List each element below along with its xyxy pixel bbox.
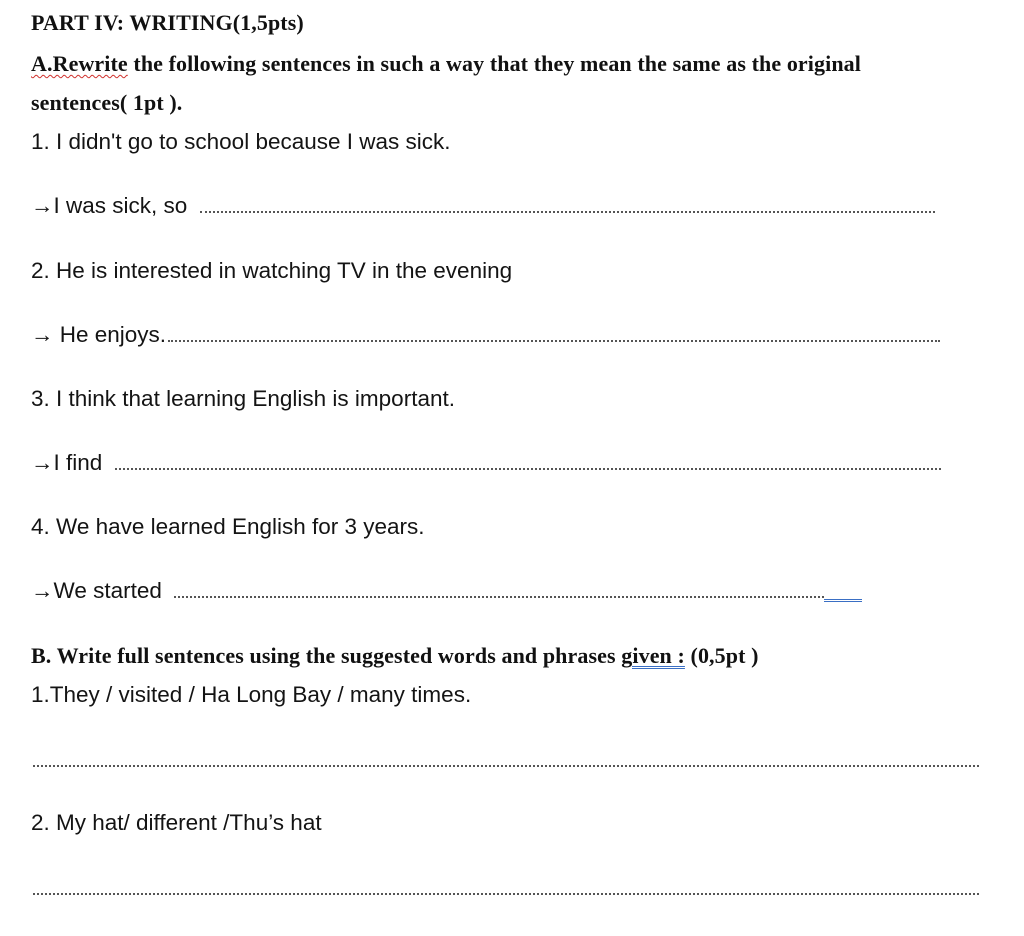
section-b-question-2-sentence (31, 812, 322, 835)
question-4-answer-blank[interactable] (174, 592, 824, 598)
question-2-prompt: → He enjoys. (31, 322, 167, 347)
question-2-answer-row[interactable] (31, 324, 940, 347)
section-b-instruction-text: B. Write full sentences using the suggested words and phrases (31, 643, 622, 668)
question-1-text: 1. I didn't go to school because I was sick. (31, 129, 451, 154)
question-1-answer-row[interactable] (31, 195, 935, 218)
question-4-text: 4. We have learned English for 3 years. (31, 514, 425, 539)
question-2-sentence (31, 260, 512, 283)
question-4-answer-row[interactable] (31, 580, 862, 603)
section-b-given-underlined: given : (621, 643, 685, 668)
question-1-sentence (31, 131, 451, 154)
question-2-text: 2. He is interested in watching TV in the evening (31, 258, 513, 283)
section-a-instruction-line2-text: sentences( 1pt ). (31, 90, 183, 115)
question-4-prompt: →We started (31, 578, 169, 603)
section-b-question-1-sentence (31, 684, 471, 707)
question-3-answer-blank[interactable] (115, 464, 941, 470)
question-3-text: 3. I think that learning English is important. (31, 386, 455, 411)
section-a-instruction-text: the following sentences in such a way that they mean the same as the original (127, 51, 861, 76)
question-1-prompt: →I was sick, so (31, 193, 194, 218)
section-b-question-2-answer-blank[interactable] (33, 891, 979, 895)
part-title-text: PART IV: WRITING(1,5pts) (31, 10, 304, 35)
question-3-sentence (31, 388, 455, 411)
section-b-instruction (31, 645, 759, 667)
question-2-answer-blank[interactable] (168, 336, 940, 342)
question-1-answer-blank[interactable] (200, 207, 935, 213)
section-b-question-1-text: 1.They / visited / Ha Long Bay / many times. (31, 682, 472, 707)
section-b-question-1-answer-blank[interactable] (33, 763, 979, 767)
section-a-instruction (31, 53, 861, 75)
question-3-prompt: →I find (31, 450, 109, 475)
part-title (31, 12, 304, 34)
section-b-points: (0,5pt ) (684, 643, 759, 668)
question-3-answer-row[interactable] (31, 452, 941, 475)
section-a-label: A.Rewrite (31, 51, 128, 76)
question-4-sentence (31, 516, 425, 539)
section-b-question-2-text: 2. My hat/ different /Thu’s hat (31, 810, 322, 835)
section-a-instruction-line2 (31, 92, 182, 114)
question-4-answer-blank-marked (824, 595, 862, 602)
